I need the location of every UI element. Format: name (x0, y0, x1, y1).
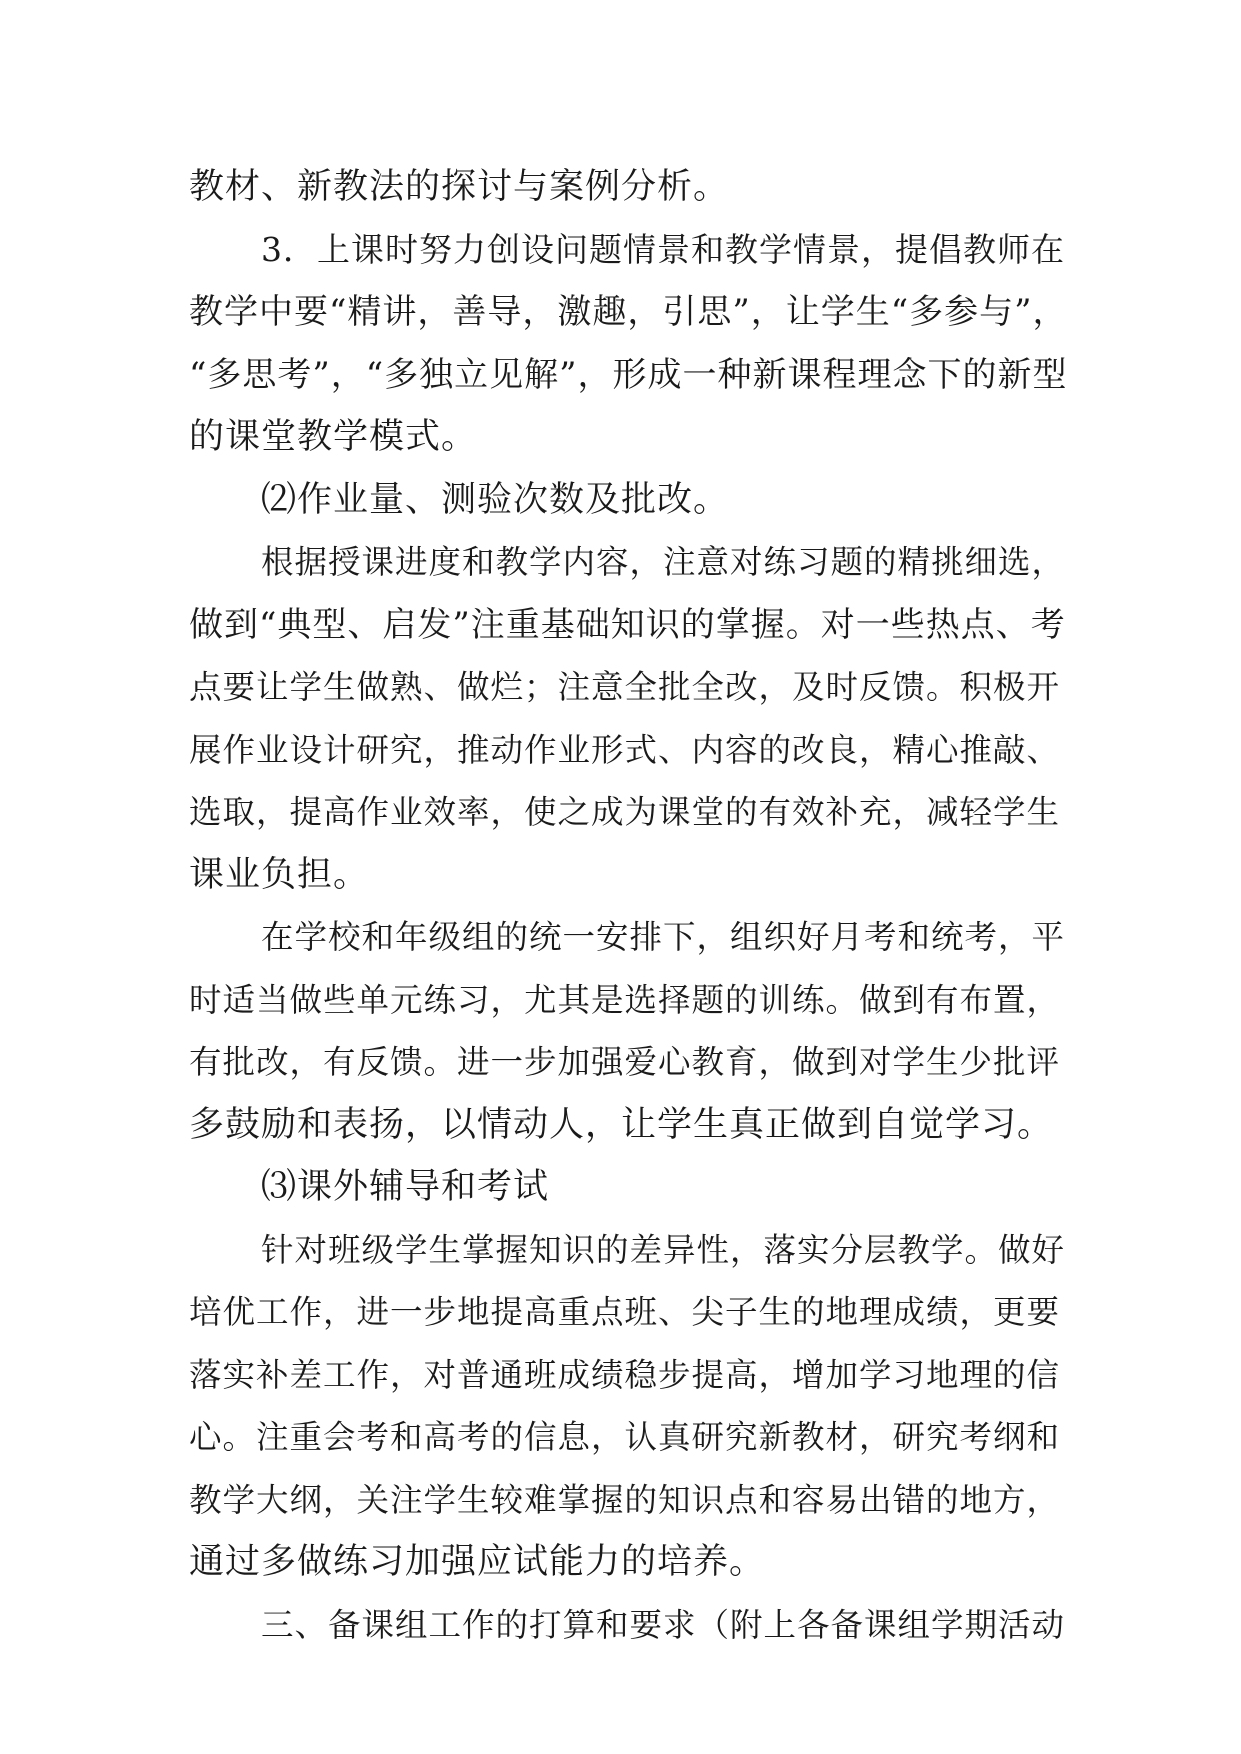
section-heading: ⑵作业量、测验次数及批改。 (261, 479, 730, 520)
text-line: 在学校和年级组的统一安排下，组织好月考和统考，平 (261, 918, 1066, 956)
text-line: 点要让学生做熟、做烂；注意全批全改，及时反馈。积极开 (189, 668, 1061, 706)
text-line: 选取，提高作业效率，使之成为课堂的有效补充，减轻学生 (189, 793, 1061, 831)
text-line: 展作业设计研究，推动作业形式、内容的改良，精心推敲、 (189, 730, 1061, 769)
text-line: 心。注重会考和高考的信息，认真研究新教材，研究考纲和 (189, 1418, 1061, 1456)
text-line: 课业负担。 (189, 854, 370, 895)
document-body (189, 156, 1069, 1656)
text-line: 教学大纲，关注学生较难掌握的知识点和容易出错的地方， (189, 1480, 1061, 1519)
text-line: 多鼓励和表扬，以情动人，让学生真正做到自觉学习。 (189, 1104, 1054, 1145)
text-line: 根据授课进度和教学内容，注意对练习题的精挑细选， (261, 543, 1066, 581)
text-line: 教材、新教法的探讨与案例分析。 (189, 167, 730, 207)
text-line: 时适当做些单元练习，尤其是选择题的训练。做到有布置， (189, 980, 1061, 1019)
text-line: 有批改，有反馈。进一步加强爱心教育，做到对学生少批评 (189, 1043, 1061, 1081)
text-line: 3．上课时努力创设问题情景和教学情景，提倡教师在 (261, 229, 1065, 269)
text-line: 培优工作，进一步地提高重点班、尖子生的地理成绩，更要 (189, 1293, 1061, 1331)
text-line: 针对班级学生掌握知识的差异性，落实分层教学。做好 (261, 1230, 1066, 1269)
text-line: 通过多做练习加强应试能力的培养。 (189, 1542, 766, 1582)
section-heading: 三、备课组工作的打算和要求（附上各备课组学期活动 (261, 1605, 1066, 1644)
text-line: “多思考”，“多独立见解”，形成一种新课程理念下的新型 (189, 354, 1068, 395)
text-line: 的课堂教学模式。 (189, 417, 478, 457)
text-line: 教学中要“精讲，善导，激趣，引思”，让学生“多参与”， (189, 292, 1068, 332)
text-line: 做到“典型、启发”注重基础知识的掌握。对一些热点、考 (189, 604, 1066, 645)
section-heading: ⑶课外辅导和考试 (261, 1167, 550, 1207)
text-line: 落实补差工作，对普通班成绩稳步提高，增加学习地理的信 (189, 1355, 1061, 1394)
